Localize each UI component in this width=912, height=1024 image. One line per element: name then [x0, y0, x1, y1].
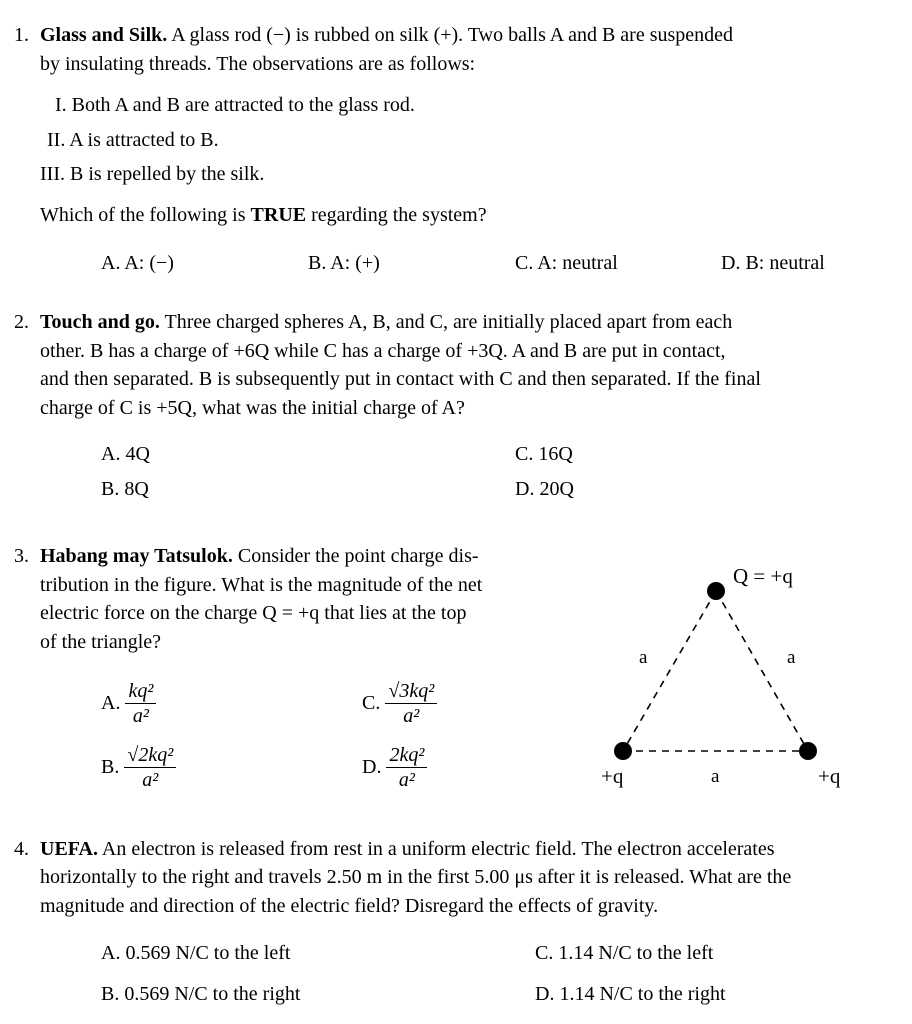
q1-question-post: regarding the system? [306, 204, 487, 226]
q1-text-2: by insulating threads. The observations are as follows: [40, 53, 476, 75]
q4-text-3: magnitude and direction of the electric field? Disregard the effects of gravity. [40, 895, 659, 917]
q4-title: UEFA. [40, 838, 98, 860]
q3-choice-c-letter: C. [362, 692, 381, 714]
q1-number: 1. [14, 24, 29, 46]
q3-number: 3. [14, 545, 29, 567]
triangle-charge-figure [590, 555, 860, 805]
q3-text-2: tribution in the figure. What is the magnitude of the net [40, 574, 483, 596]
q4-line-1 [40, 838, 775, 861]
q1-question-pre: Which of the following is [40, 204, 251, 226]
q3-choice-b-letter: B. [101, 756, 120, 778]
q4-text-1: An electron is released from rest in a uniform electric field. The electron accelerates [101, 838, 775, 860]
q3-choice-a-fraction [125, 680, 156, 727]
q2-title: Touch and go. [40, 311, 160, 333]
q3-choice-c[interactable] [362, 680, 437, 727]
q2-choice-c[interactable]: C. 16Q [515, 443, 573, 465]
charge-right [799, 742, 817, 760]
q2-choice-d[interactable]: D. 20Q [515, 478, 574, 500]
label-right-charge: +q [818, 764, 841, 788]
q4-text-2: horizontally to the right and travels 2.50 m in the first 5.00 μs after it is released. What are the [40, 866, 792, 888]
q3-choice-d-fraction [386, 744, 427, 791]
q2-text-2: other. B has a charge of +6Q while C has a charge of +3Q. A and B are put in contact, [40, 340, 726, 362]
q3-choice-a-denominator: a² [132, 705, 149, 727]
q3-line-1 [40, 545, 479, 568]
q3-choice-c-numerator: √3kq² [385, 680, 437, 704]
q1-text-1: A glass rod (−) is rubbed on silk (+). Two balls A and B are suspended [171, 24, 734, 46]
q3-text-3: electric force on the charge Q = +q that lies at the top [40, 602, 467, 624]
q3-choice-c-fraction [385, 680, 437, 727]
label-side-right: a [787, 647, 796, 668]
q3-choice-b-numerator: √2kq² [124, 744, 176, 768]
q3-choice-a[interactable] [101, 680, 156, 727]
triangle-left-side [623, 591, 716, 751]
q2-choice-b[interactable]: B. 8Q [101, 478, 149, 500]
q4-choice-c[interactable]: C. 1.14 N/C to the left [535, 942, 714, 964]
q2-text-4: charge of C is +5Q, what was the initial charge of A? [40, 397, 465, 419]
q3-text-4: of the triangle? [40, 631, 162, 653]
q3-choice-b[interactable] [101, 744, 176, 791]
q4-choice-a[interactable]: A. 0.569 N/C to the left [101, 942, 291, 964]
label-side-bottom: a [711, 766, 720, 787]
q3-choice-b-denominator: a² [142, 769, 159, 791]
q2-number: 2. [14, 311, 29, 333]
triangle-right-side [716, 591, 808, 751]
label-top-charge: Q = +q [733, 564, 793, 588]
q3-choice-c-denominator: a² [403, 705, 420, 727]
q3-choice-d-denominator: a² [398, 769, 415, 791]
charge-top [707, 582, 725, 600]
q4-number: 4. [14, 838, 29, 860]
q1-question [40, 204, 487, 227]
q3-choice-d[interactable] [362, 744, 427, 791]
q1-line-1 [40, 24, 733, 47]
q1-choice-a[interactable]: A. A: (−) [101, 252, 174, 274]
label-side-left: a [639, 647, 648, 668]
q1-observation-3: III. B is repelled by the silk. [40, 163, 265, 185]
q4-choice-b[interactable]: B. 0.569 N/C to the right [101, 983, 301, 1005]
q1-choice-d[interactable]: D. B: neutral [721, 252, 825, 274]
q2-choice-a[interactable]: A. 4Q [101, 443, 150, 465]
charge-left [614, 742, 632, 760]
q2-line-1 [40, 311, 732, 334]
q1-observation-1: I. Both A and B are attracted to the glass rod. [55, 94, 415, 116]
q3-choice-b-fraction [124, 744, 176, 791]
q3-choice-d-numerator: 2kq² [386, 744, 427, 768]
q4-choice-d[interactable]: D. 1.14 N/C to the right [535, 983, 726, 1005]
q3-choice-a-numerator: kq² [125, 680, 156, 704]
q2-text-3: and then separated. B is subsequently put in contact with C and then separated. If the final [40, 368, 761, 390]
q2-text-1: Three charged spheres A, B, and C, are initially placed apart from each [164, 311, 733, 333]
q3-choice-d-letter: D. [362, 756, 382, 778]
q1-choice-b[interactable]: B. A: (+) [308, 252, 380, 274]
label-left-charge: +q [601, 764, 624, 788]
q1-question-bold: TRUE [250, 204, 307, 226]
q3-choice-a-letter: A. [101, 692, 121, 714]
q3-title: Habang may Tatsulok. [40, 545, 233, 567]
q3-text-1: Consider the point charge dis- [237, 545, 479, 567]
q1-title: Glass and Silk. [40, 24, 168, 46]
q1-choice-c[interactable]: C. A: neutral [515, 252, 618, 274]
q1-observation-2: II. A is attracted to B. [47, 129, 219, 151]
